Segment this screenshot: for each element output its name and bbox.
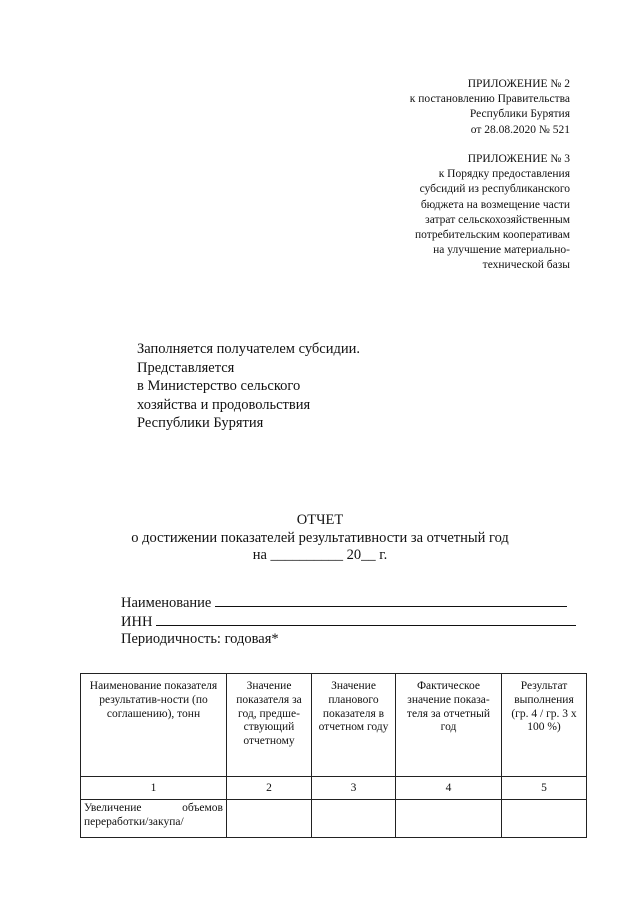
periodicity-text: Периодичность: годовая* (121, 631, 279, 647)
table-header-cell: Результат выполнения (гр. 4 / гр. 3 х 100 %) (502, 674, 587, 777)
appendix-3-line: потребительским кооперативам (414, 229, 570, 242)
filled-by-note (137, 340, 360, 433)
table-header-cell: Значение показателя за год, предше-ствующий отчетному (227, 674, 312, 777)
table-header-cell: Значение планового показателя в отчетном году (312, 674, 396, 777)
appendix-2-line: Республики Бурятия (469, 108, 570, 121)
report-subtitle: о достижении показателей результативности за отчетный год (131, 529, 509, 546)
appendix-3-line: на улучшение материально- (433, 244, 570, 257)
report-period: на __________ 20__ г. (252, 547, 388, 563)
periodicity-row (121, 631, 576, 649)
column-number: 2 (227, 777, 312, 800)
column-number: 5 (502, 777, 587, 800)
appendix-3-line: ПРИЛОЖЕНИЕ № 3 (467, 153, 570, 165)
filled-by-line: Представляется (137, 359, 235, 376)
appendix-3-line: к Порядку предоставления (438, 168, 570, 181)
table-cell[interactable] (227, 800, 312, 838)
table-row (81, 800, 587, 838)
inn-blank-line[interactable] (156, 613, 576, 626)
appendix-2-header (410, 77, 570, 138)
table-header-cell: Фактическое значение показа-теля за отчетный год (396, 674, 502, 777)
table-header-row (81, 674, 587, 777)
table-header-cell: Наименование показателя результатив-ности (по соглашению), тонн (81, 674, 227, 777)
table-cell[interactable] (396, 800, 502, 838)
appendix-3-line: субсидий из республиканского (419, 183, 570, 196)
appendix-3-line: затрат сельскохозяйственным (425, 213, 570, 226)
inn-field-row (121, 613, 576, 632)
appendix-2-line: к постановлению Правительства (409, 93, 570, 106)
appendix-3-line: бюджета на возмещение части (420, 198, 570, 211)
filled-by-line: в Министерство сельского (137, 378, 301, 394)
appendix-2-line: ПРИЛОЖЕНИЕ № 2 (467, 78, 570, 90)
table-cell[interactable] (312, 800, 396, 838)
column-number: 1 (81, 777, 227, 800)
filled-by-line: хозяйства и продовольствия (137, 396, 311, 413)
table-cell[interactable] (502, 800, 587, 838)
name-label: Наименование (121, 595, 212, 611)
name-field-row (121, 594, 576, 613)
name-blank-line[interactable] (215, 594, 567, 607)
column-number: 3 (312, 777, 396, 800)
table-cell: Увеличение объемов переработки/закупа/ (81, 800, 227, 838)
appendix-3-header (415, 152, 570, 274)
appendix-2-line: от 28.08.2020 № 521 (470, 123, 570, 136)
appendix-3-line: технической базы (482, 259, 570, 272)
inn-label: ИНН (121, 613, 153, 630)
report-table (80, 673, 587, 838)
recipient-fields (121, 594, 576, 649)
filled-by-line: Заполняется получателем субсидии. (137, 341, 360, 357)
table-number-row (81, 777, 587, 800)
column-number: 4 (396, 777, 502, 800)
report-title-block (0, 512, 640, 565)
filled-by-line: Республики Бурятия (137, 415, 264, 431)
report-title: ОТЧЕТ (296, 512, 344, 528)
